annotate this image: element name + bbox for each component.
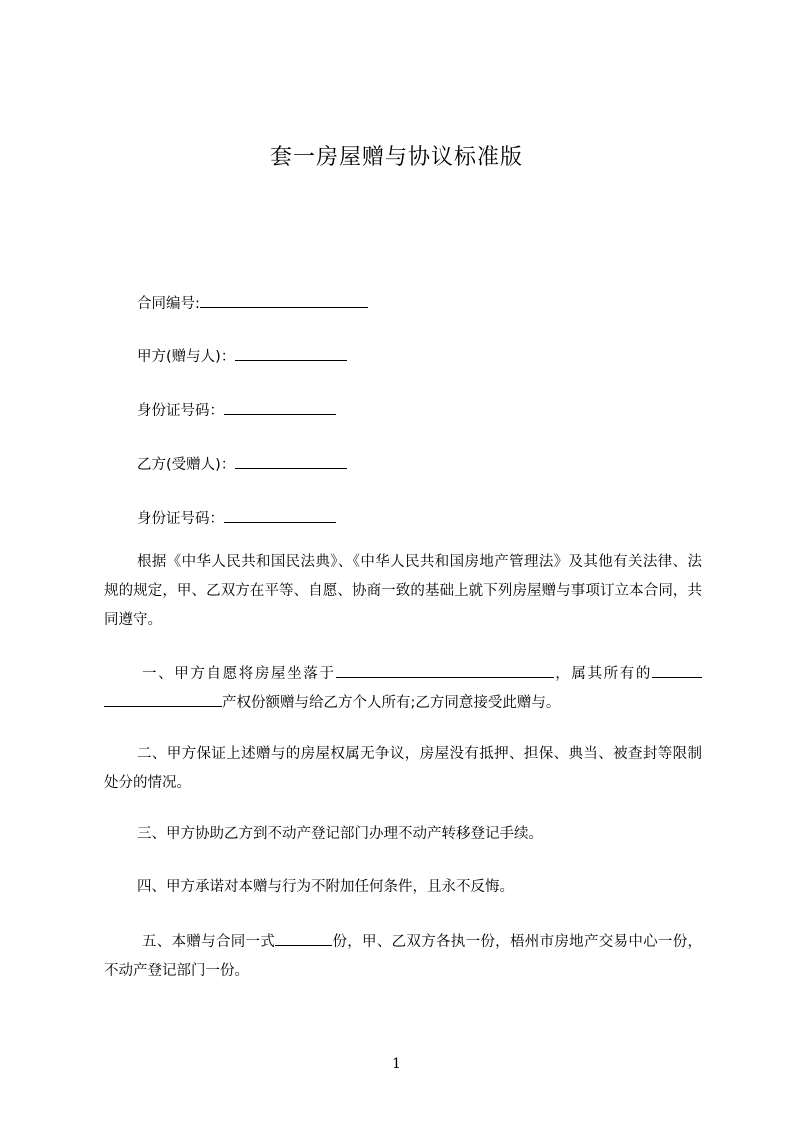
party-a-id-blank[interactable] — [224, 400, 336, 415]
party-b-id-blank[interactable] — [224, 508, 336, 523]
party-a-id-label: 身份证号码： — [137, 403, 224, 419]
party-a-field — [137, 345, 347, 366]
clause-4: 四、甲方承诺对本赠与行为不附加任何条件，且永不反悔。 — [137, 879, 514, 895]
clause-1-part-2: ，属其所有的 — [553, 666, 652, 682]
document-title: 套一房屋赠与协议标准版 — [269, 145, 523, 170]
location-blank[interactable] — [336, 663, 554, 678]
clause-1-part-3: 产权份额赠与给乙方个人所有;乙方同意接受此赠与。 — [222, 695, 561, 711]
intro-paragraph: 根据《中华人民共和国民法典》、《中华人民共和国房地产管理法》及其他有关法律、法规的规定，甲、乙双方在平等、自愿、协商一致的基础上就下列房屋赠与事项订立本合同，共同遵守。 — [104, 554, 702, 628]
copies-blank[interactable] — [275, 931, 332, 946]
party-a-label: 甲方(赠与人)： — [137, 349, 236, 365]
party-b-label: 乙方(受赠人)： — [137, 457, 236, 473]
page-number: 1 — [392, 1056, 401, 1072]
party-a-id-field — [137, 399, 336, 420]
contract-number-blank[interactable] — [200, 293, 368, 308]
party-b-field — [137, 453, 347, 474]
party-a-blank[interactable] — [235, 346, 347, 361]
clause-5-part-1: 五、本赠与合同一式 — [142, 934, 276, 950]
party-b-id-label: 身份证号码： — [137, 511, 224, 527]
clause-5-part-2: 份，甲、乙双方各执一份，梧州市房地产交易中心一份，不动产登记部门一份。 — [104, 934, 703, 979]
contract-number-label: 合同编号: — [137, 296, 200, 312]
clause-1-part-1: 一、甲方自愿将房屋坐落于 — [142, 666, 336, 682]
clause-5 — [104, 928, 702, 986]
clause-2: 二、甲方保证上述赠与的房屋权属无争议，房屋没有抵押、担保、典当、被查封等限制处分的情况。 — [104, 746, 702, 791]
clause-3: 三、甲方协助乙方到不动产登记部门办理不动产转移登记手续。 — [137, 826, 543, 842]
share-blank-2[interactable] — [104, 692, 222, 707]
party-b-id-field — [137, 507, 336, 528]
clause-1 — [104, 660, 702, 718]
share-blank-1[interactable] — [652, 663, 702, 678]
contract-number-field — [137, 292, 368, 313]
party-b-blank[interactable] — [235, 454, 347, 469]
